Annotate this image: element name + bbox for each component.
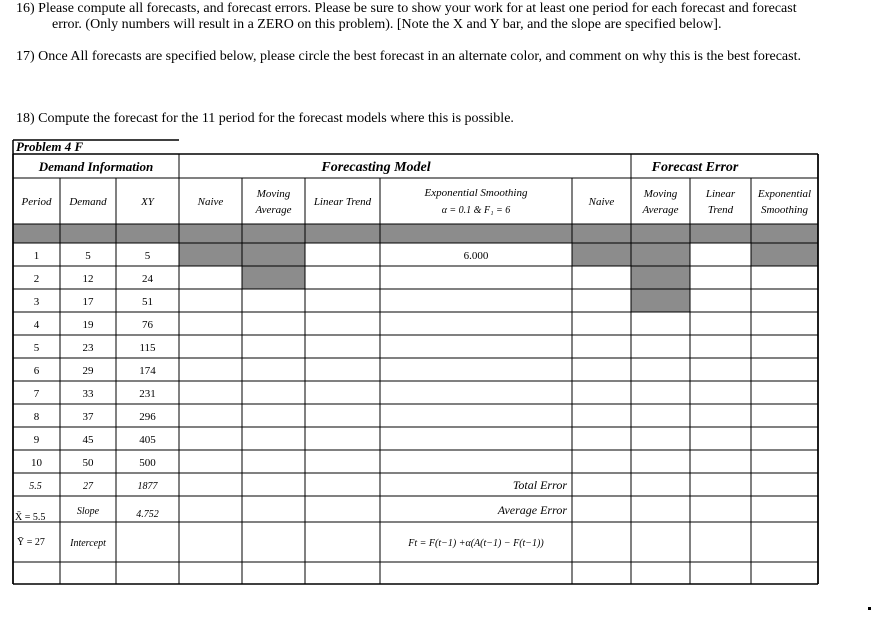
- cell-demand: 33: [82, 388, 94, 400]
- header-period: Period: [21, 196, 52, 208]
- cell-xy: 500: [139, 457, 156, 469]
- cell-demand: 17: [82, 296, 94, 308]
- question-17-text: 17) Once All forecasts are specified below, please circle the best forecast in an alternate color, and comment on why this is the best forecast.: [16, 49, 801, 64]
- section-demand-information: Demand Information: [38, 159, 154, 174]
- cell-xy: 24: [142, 273, 153, 285]
- section-forecast-error: Forecast Error: [651, 160, 739, 175]
- stray-mark: [868, 607, 871, 610]
- header-error-moving-average: Moving: [643, 188, 678, 200]
- header-exp-parameters: α = 0.1 & F₁ = 6: [441, 205, 511, 216]
- cell-xy: 76: [142, 319, 153, 331]
- cell-xy: 296: [139, 411, 156, 423]
- question-16-text: 16) Please compute all forecasts, and forecast errors. Please be sure to show your work for at least one period for each forecast and forecast: [16, 1, 797, 16]
- shaded-cell: [242, 266, 305, 289]
- header-exponential-smoothing: Exponential Smoothing: [424, 187, 528, 199]
- cell-xy: 5: [144, 250, 151, 262]
- cell-period: 2: [33, 273, 40, 285]
- header-demand: Demand: [69, 196, 107, 208]
- header-error-exponential-smoothing: Exponential: [757, 188, 812, 200]
- cell-period: 5: [33, 342, 40, 354]
- cell-demand: 37: [82, 411, 94, 423]
- cell-xy: 115: [139, 342, 156, 354]
- label-x-bar: X̄ = 5.5: [15, 512, 46, 523]
- header-error-exponential-smoothing: Smoothing: [760, 204, 809, 216]
- shaded-cell: [631, 289, 690, 312]
- shaded-cell: [751, 243, 818, 266]
- cell-period: 7: [33, 388, 40, 400]
- cell-xy: 231: [139, 388, 156, 400]
- cell-demand: 19: [82, 319, 94, 331]
- formula-exponential-smoothing: Ft = F(t−1) +α(A(t−1) − F(t−1)): [408, 538, 544, 549]
- cell-period: 3: [33, 296, 40, 308]
- label-slope: Slope: [76, 506, 100, 517]
- header-moving-average: Moving: [256, 188, 291, 200]
- label-y-bar: Ȳ = 27: [17, 537, 45, 548]
- cell-exp-forecast-first: 6.000: [463, 250, 489, 262]
- cell-period: 8: [33, 411, 40, 423]
- cell-demand: 5: [85, 250, 91, 262]
- label-average-error: Average Error: [497, 503, 567, 517]
- cell-demand: 12: [82, 273, 94, 285]
- cell-xy: 51: [142, 296, 153, 308]
- header-linear-trend: Linear Trend: [313, 196, 372, 208]
- cell-xy: 174: [139, 365, 156, 377]
- cell-period: 10: [31, 457, 42, 469]
- header-error-linear-trend: Linear: [705, 188, 736, 200]
- cell-xy: 405: [139, 434, 156, 446]
- cell-demand-mean: 27: [83, 481, 93, 492]
- cell-period: 9: [33, 434, 40, 446]
- cell-xy-sum: 1877: [137, 481, 158, 492]
- shaded-header-row: [13, 224, 818, 243]
- problem-title: Problem 4 F: [16, 139, 84, 154]
- header-moving-average: Average: [255, 204, 292, 216]
- header-error-moving-average: Average: [642, 204, 679, 216]
- header-xy: XY: [141, 196, 154, 208]
- cell-demand: 50: [82, 457, 94, 469]
- question-16-text-cont: error. (Only numbers will result in a ZERO on this problem). [Note the X and Y bar, and the slope are specified below].: [52, 17, 722, 32]
- label-intercept: Intercept: [70, 538, 106, 549]
- shaded-cell: [631, 266, 690, 289]
- label-total-error: Total Error: [512, 478, 567, 492]
- header-naive: Naive: [197, 196, 224, 208]
- value-slope: 4.752: [136, 509, 159, 520]
- cell-demand: 45: [82, 434, 94, 446]
- cell-period-mean: 5.5: [29, 481, 42, 492]
- section-forecasting-model: Forecasting Model: [321, 160, 431, 175]
- cell-period: 4: [33, 319, 40, 331]
- cell-demand: 23: [82, 342, 94, 354]
- cell-demand: 29: [82, 365, 94, 377]
- header-error-naive: Naive: [588, 196, 615, 208]
- cell-period: 6: [33, 365, 40, 377]
- header-error-linear-trend: Trend: [707, 204, 734, 216]
- cell-period: 1: [33, 250, 40, 262]
- question-18-text: 18) Compute the forecast for the 11 period for the forecast models where this is possible.: [16, 111, 514, 126]
